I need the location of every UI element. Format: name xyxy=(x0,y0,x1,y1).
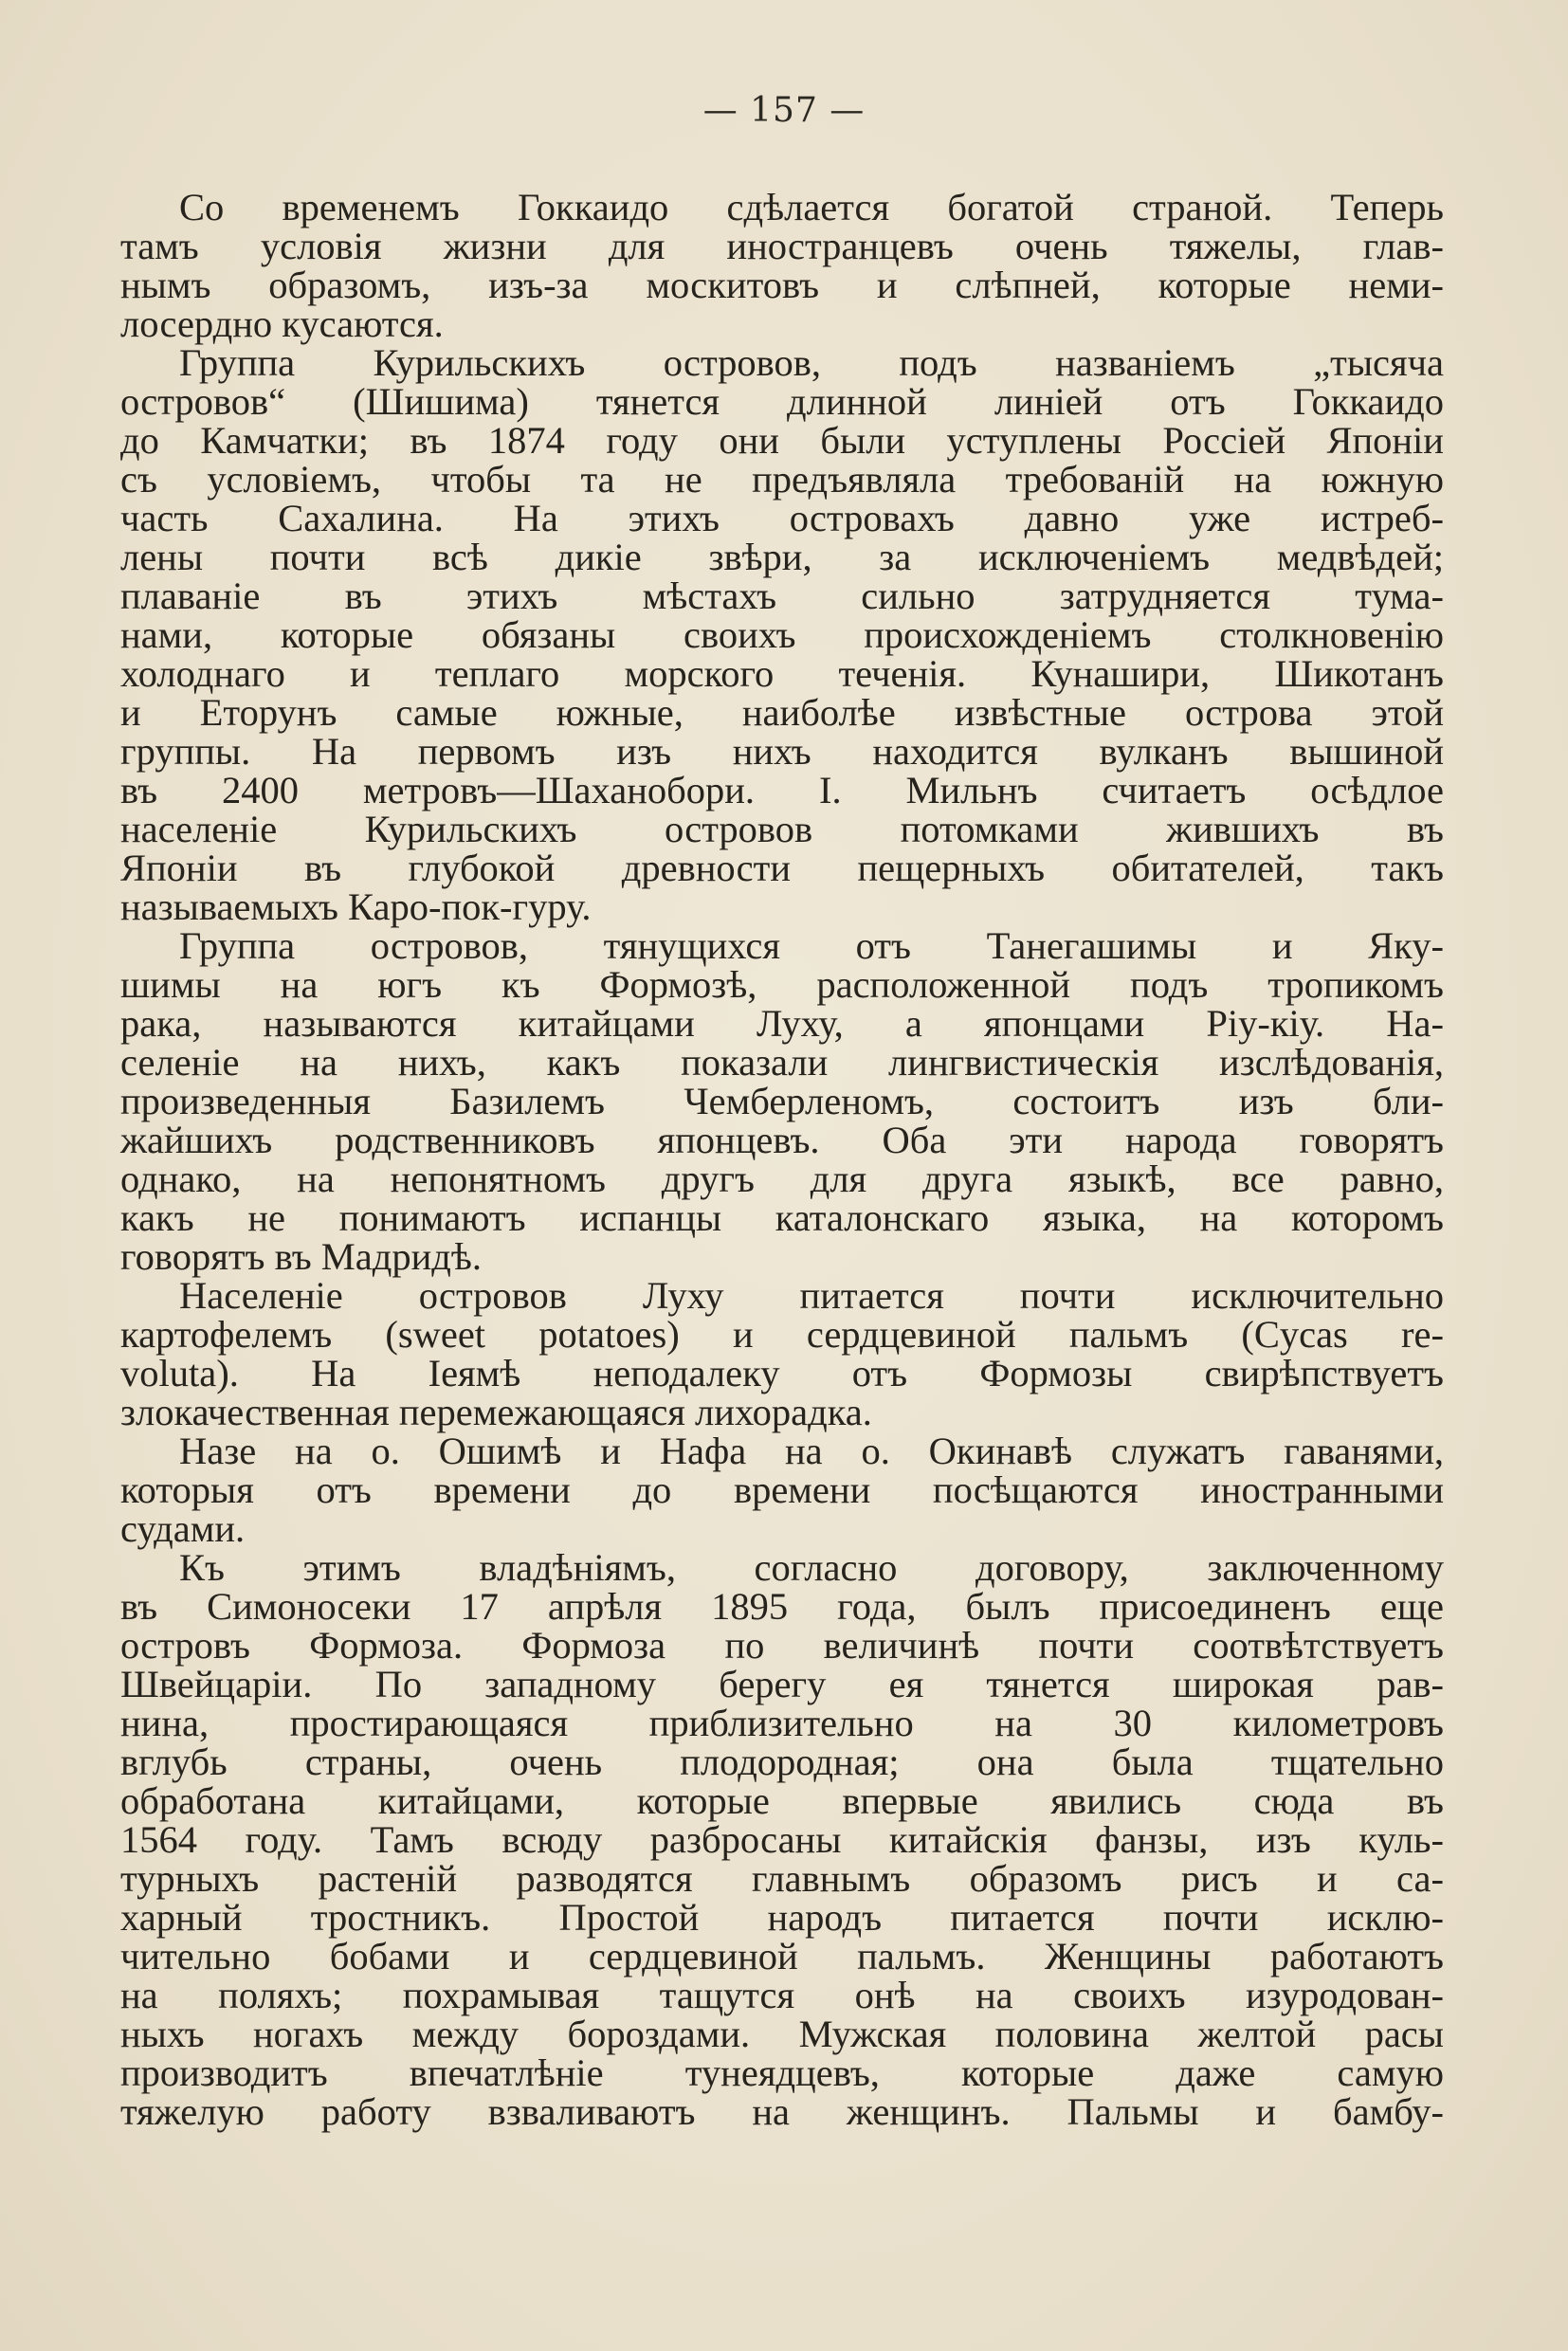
text-line: какъ не понимаютъ испанцы каталонскаго языка, на которомъ xyxy=(120,1196,1444,1239)
body-text xyxy=(120,188,1444,2131)
text-line: рака, называются китайцами Луху, а японцами Ріу-кіу. На- xyxy=(120,1002,1444,1045)
text-line: вглубь страны, очень плодородная; она была тщательно xyxy=(120,1740,1444,1783)
text-line: картофелемъ (sweet potatoes) и сердцевиной пальмъ (Cycas re- xyxy=(120,1313,1444,1356)
text-line: въ 2400 метровъ—Шаханобори. I. Мильнъ считаетъ осѣдлое xyxy=(120,769,1444,811)
text-line: обработана китайцами, которые впервые явились сюда въ xyxy=(120,1779,1444,1822)
paragraph xyxy=(120,188,1444,343)
text-line: произведенныя Базилемъ Чемберленомъ, состоитъ изъ бли- xyxy=(120,1080,1444,1122)
text-line: говорятъ въ Мадридѣ. xyxy=(120,1235,483,1278)
text-line: лены почти всѣ дикіе звѣри, за исключеніемъ медвѣдей; xyxy=(120,536,1444,578)
text-line: на поляхъ; похрамывая тащутся онѣ на своихъ изуродован- xyxy=(120,1974,1444,2016)
text-line: жайшихъ родственниковъ японцевъ. Оба эти народа говорятъ xyxy=(120,1119,1444,1161)
text-line: островъ Формоза. Формоза по величинѣ почти соотвѣтствуетъ xyxy=(120,1624,1444,1667)
paragraph xyxy=(120,1548,1444,2131)
paragraph xyxy=(120,343,1444,926)
text-line: тамъ условія жизни для иностранцевъ очень тяжелы, глав- xyxy=(120,225,1444,267)
text-line: шимы на югъ къ Формозѣ, расположенной подъ тропикомъ xyxy=(120,963,1444,1006)
text-line: Со временемъ Гоккаидо сдѣлается богатой страной. Теперь xyxy=(179,186,1444,228)
text-line: Группа Курильскихъ островов, подъ названіемъ „тысяча xyxy=(179,341,1444,384)
text-line: Населеніе островов Луху питается почти исключительно xyxy=(179,1274,1444,1317)
text-line: турныхъ растеній разводятся главнымъ образомъ рисъ и са- xyxy=(120,1857,1444,1900)
text-line: нина, простирающаяся приблизительно на 30 километровъ xyxy=(120,1702,1444,1744)
text-line: селеніе на нихъ, какъ показали лингвистическія изслѣдованія, xyxy=(120,1041,1444,1084)
page-number: — 157 — xyxy=(702,91,866,130)
text-line: съ условіемъ, чтобы та не предъявляла требованій на южную xyxy=(120,458,1444,501)
text-line: островов“ (Шишима) тянется длинной линіей отъ Гоккаидо xyxy=(120,380,1444,423)
text-line: группы. На первомъ изъ нихъ находится вулканъ вышиной xyxy=(120,730,1444,773)
text-line: чительно бобами и сердцевиной пальмъ. Женщины работаютъ xyxy=(120,1935,1444,1977)
paragraph xyxy=(120,1431,1444,1548)
text-line: Къ этимъ владѣніямъ, согласно договору, заключенному xyxy=(179,1546,1444,1589)
text-line: производитъ впечатлѣніе тунеядцевъ, которые даже самую xyxy=(120,2051,1444,2094)
text-line: судами. xyxy=(120,1507,246,1550)
text-line: холоднаго и теплаго морского теченія. Кунашири, Шикотанъ xyxy=(120,652,1444,695)
text-line: Назе на о. Ошимѣ и Нафа на о. Окинавѣ служатъ гаванями, xyxy=(179,1430,1444,1472)
text-line: злокачественная перемежающаяся лихорадка. xyxy=(120,1391,872,1433)
text-line: Швейцаріи. По западному берегу ея тянется широкая рав- xyxy=(120,1663,1444,1705)
text-line: плаваніе въ этихъ мѣстахъ сильно затрудняется тума- xyxy=(120,574,1444,617)
text-line: въ Симоносеки 17 апрѣля 1895 года, былъ присоединенъ еще xyxy=(120,1585,1444,1628)
text-line: харный тростникъ. Простой народъ питается почти исклю- xyxy=(120,1896,1444,1939)
text-line: тяжелую работу взваливаютъ на женщинъ. Пальмы и бамбу- xyxy=(120,2090,1444,2133)
text-line: и Еторунъ самые южные, наиболѣе извѣстные острова этой xyxy=(120,691,1444,734)
text-line: нами, которые обязаны своихъ происхожденіемъ столкновенію xyxy=(120,613,1444,656)
text-line: до Камчатки; въ 1874 году они были уступлены Россіей Японіи xyxy=(120,419,1444,462)
text-line: населеніе Курильскихъ островов потомками жившихъ въ xyxy=(120,808,1444,850)
text-line: 1564 году. Тамъ всюду разбросаны китайскія фанзы, изъ куль- xyxy=(120,1818,1444,1861)
text-line: лосердно кусаются. xyxy=(120,302,444,345)
text-line: называемыхъ Каро-пок-гуру. xyxy=(120,885,592,928)
paragraph xyxy=(120,926,1444,1276)
text-line: Японіи въ глубокой древности пещерныхъ обитателей, такъ xyxy=(120,847,1444,889)
text-line: voluta). На Іеямѣ неподалеку отъ Формозы свирѣпствуетъ xyxy=(120,1352,1444,1394)
text-line: часть Сахалина. На этихъ островахъ давно уже истреб- xyxy=(120,497,1444,539)
text-line: которыя отъ времени до времени посѣщаются иностранными xyxy=(120,1468,1444,1511)
text-line: Группа островов, тянущихся отъ Танегашимы и Яку- xyxy=(179,924,1444,967)
text-line: однако, на непонятномъ другъ для друга языкѣ, все равно, xyxy=(120,1157,1444,1200)
text-line: нымъ образомъ, изъ-за москитовъ и слѣпней, которые неми- xyxy=(120,264,1444,306)
text-line: ныхъ ногахъ между бороздами. Мужская половина желтой расы xyxy=(120,2013,1444,2055)
paragraph xyxy=(120,1276,1444,1431)
